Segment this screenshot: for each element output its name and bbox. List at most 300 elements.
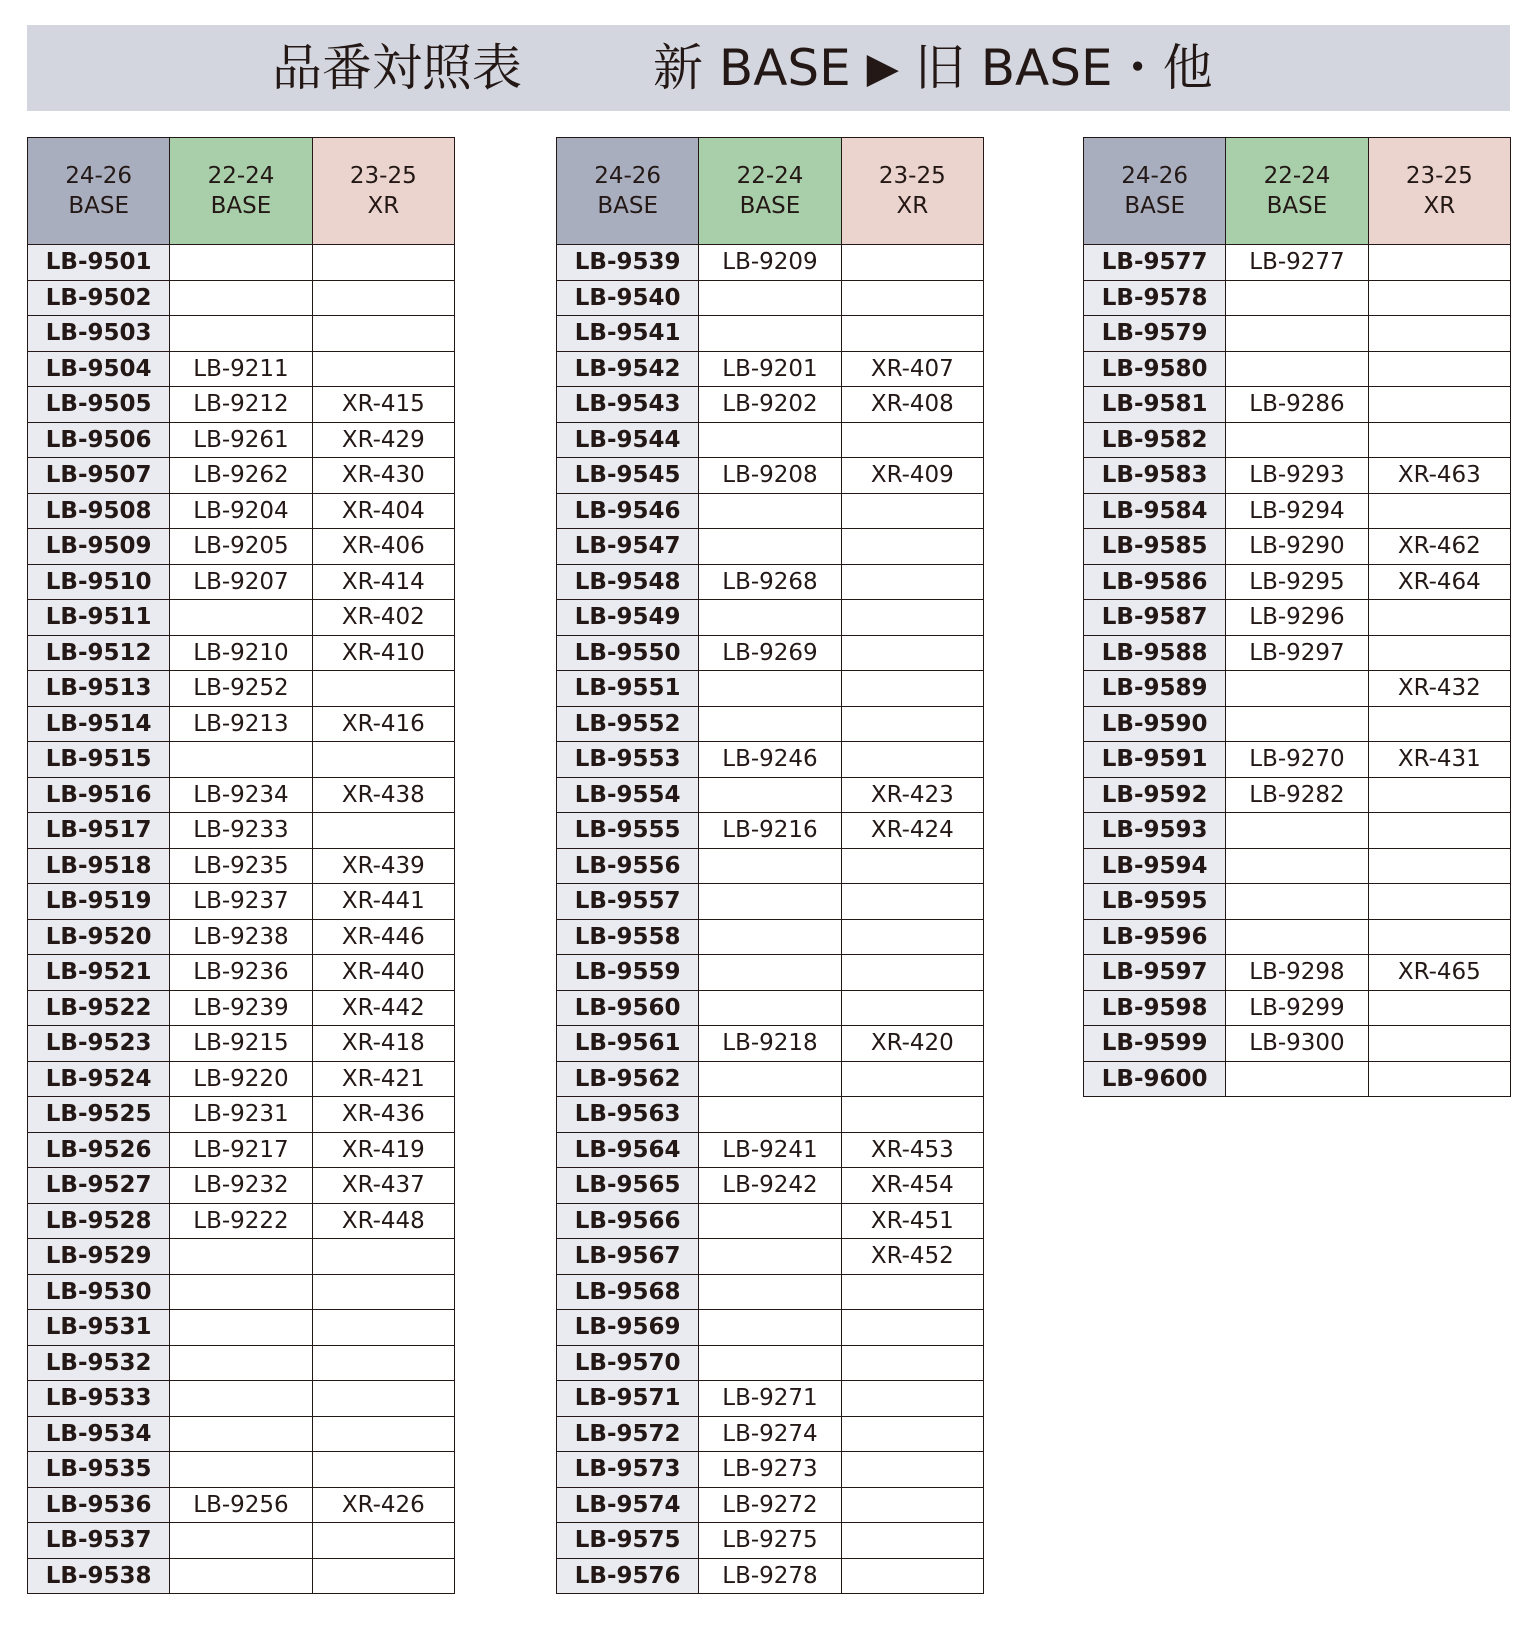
cell-xr [841,1381,983,1417]
header-old-base: 22-24 BASE [1226,138,1368,245]
cell-old-base: LB-9213 [170,706,312,742]
cell-old-base: LB-9271 [699,1381,841,1417]
table-row [557,316,984,352]
table-row [557,1416,984,1452]
cell-xr [841,919,983,955]
table-row [557,422,984,458]
cell-new-base: LB-9545 [557,458,699,494]
table-row [28,955,455,991]
cell-xr: XR-410 [312,635,454,671]
table-row [28,529,455,565]
cell-xr: XR-426 [312,1487,454,1523]
cell-new-base: LB-9575 [557,1523,699,1559]
cell-new-base: LB-9532 [28,1345,170,1381]
cell-xr [841,600,983,636]
cell-old-base [1226,671,1368,707]
cell-new-base: LB-9516 [28,777,170,813]
arrow-right-icon: ▶ [866,43,899,92]
table-row [28,1097,455,1133]
cell-old-base [699,493,841,529]
cell-new-base: LB-9503 [28,316,170,352]
cell-new-base: LB-9563 [557,1097,699,1133]
cell-old-base: LB-9218 [699,1026,841,1062]
cell-old-base [170,1558,312,1594]
table-row [557,1132,984,1168]
cell-new-base: LB-9571 [557,1381,699,1417]
table-row [557,671,984,707]
header-old-base: 22-24 BASE [170,138,312,245]
cell-old-base: LB-9209 [699,245,841,281]
table-row [557,742,984,778]
cell-xr: XR-416 [312,706,454,742]
cell-xr: XR-423 [841,777,983,813]
cell-xr [1368,316,1510,352]
table-row [1084,990,1511,1026]
table-row [557,600,984,636]
cell-new-base: LB-9552 [557,706,699,742]
cell-new-base: LB-9583 [1084,458,1226,494]
title-bar [27,25,1510,111]
table-row [557,1487,984,1523]
cell-new-base: LB-9581 [1084,387,1226,423]
cell-old-base: LB-9222 [170,1203,312,1239]
table-row [28,1168,455,1204]
cell-old-base: LB-9220 [170,1061,312,1097]
table-row [28,1203,455,1239]
cell-old-base [699,280,841,316]
cell-new-base: LB-9600 [1084,1061,1226,1097]
table-row [1084,884,1511,920]
cell-old-base [170,1523,312,1559]
table-row [28,1416,455,1452]
cell-old-base [699,1239,841,1275]
cell-xr [841,1523,983,1559]
cell-old-base: LB-9298 [1226,955,1368,991]
cell-new-base: LB-9542 [557,351,699,387]
cell-old-base: LB-9290 [1226,529,1368,565]
table-row [28,1310,455,1346]
cell-xr: XR-454 [841,1168,983,1204]
cell-old-base: LB-9282 [1226,777,1368,813]
cell-old-base: LB-9272 [699,1487,841,1523]
cell-new-base: LB-9506 [28,422,170,458]
cell-new-base: LB-9547 [557,529,699,565]
cell-new-base: LB-9594 [1084,848,1226,884]
cell-new-base: LB-9568 [557,1274,699,1310]
cell-new-base: LB-9572 [557,1416,699,1452]
cell-old-base [170,1239,312,1275]
table-row [557,1239,984,1275]
cell-xr [1368,884,1510,920]
cell-xr: XR-406 [312,529,454,565]
cell-old-base: LB-9270 [1226,742,1368,778]
cell-xr [841,1558,983,1594]
table-row [28,387,455,423]
table-row [1084,848,1511,884]
cell-old-base [170,1345,312,1381]
cell-xr: XR-438 [312,777,454,813]
cell-new-base: LB-9529 [28,1239,170,1275]
cell-xr [1368,777,1510,813]
cell-old-base: LB-9210 [170,635,312,671]
table-row [1084,529,1511,565]
table-row [28,1345,455,1381]
cell-new-base: LB-9582 [1084,422,1226,458]
cell-new-base: LB-9502 [28,280,170,316]
cell-old-base [1226,351,1368,387]
cell-xr [1368,600,1510,636]
table-row [1084,1061,1511,1097]
cell-new-base: LB-9518 [28,848,170,884]
header-new-base: 24-26 BASE [28,138,170,245]
cell-new-base: LB-9509 [28,529,170,565]
table-row [28,1026,455,1062]
table-row [1084,706,1511,742]
cell-new-base: LB-9591 [1084,742,1226,778]
cell-new-base: LB-9525 [28,1097,170,1133]
table-row [28,1061,455,1097]
cell-old-base [699,529,841,565]
cell-new-base: LB-9580 [1084,351,1226,387]
cell-xr [841,316,983,352]
cell-old-base [1226,422,1368,458]
cell-old-base: LB-9274 [699,1416,841,1452]
cell-new-base: LB-9570 [557,1345,699,1381]
cell-new-base: LB-9567 [557,1239,699,1275]
table-row [28,1452,455,1488]
cell-xr [841,1274,983,1310]
cell-new-base: LB-9538 [28,1558,170,1594]
cell-old-base: LB-9297 [1226,635,1368,671]
cell-old-base: LB-9215 [170,1026,312,1062]
cell-xr [1368,245,1510,281]
table-row [28,1239,455,1275]
header-xr: 23-25 XR [1368,138,1510,245]
cell-old-base: LB-9233 [170,813,312,849]
cell-old-base: LB-9278 [699,1558,841,1594]
table-row [28,564,455,600]
cell-old-base: LB-9261 [170,422,312,458]
table-row [28,422,455,458]
cell-old-base [170,1381,312,1417]
cell-xr [841,1416,983,1452]
cell-old-base: LB-9212 [170,387,312,423]
table-row [28,919,455,955]
table-row [28,1558,455,1594]
cell-new-base: LB-9528 [28,1203,170,1239]
cell-old-base: LB-9299 [1226,990,1368,1026]
cell-old-base [170,742,312,778]
cell-xr [1368,351,1510,387]
cell-xr [841,529,983,565]
table-row [1084,777,1511,813]
table-row [1084,600,1511,636]
cell-xr [841,493,983,529]
cell-old-base [1226,813,1368,849]
cell-new-base: LB-9507 [28,458,170,494]
table-row [557,1026,984,1062]
cell-new-base: LB-9574 [557,1487,699,1523]
cell-old-base: LB-9201 [699,351,841,387]
cell-old-base [170,1310,312,1346]
table-row [557,280,984,316]
cell-xr [841,990,983,1026]
table-row [28,990,455,1026]
table-row [557,1345,984,1381]
cell-old-base: LB-9208 [699,458,841,494]
cell-xr [1368,1026,1510,1062]
table-row [28,742,455,778]
cell-new-base: LB-9553 [557,742,699,778]
cell-xr [1368,813,1510,849]
table-row [557,245,984,281]
cell-old-base [170,316,312,352]
table-row [557,884,984,920]
cell-xr [841,1097,983,1133]
table-row [1084,458,1511,494]
table-row [557,529,984,565]
table-row [28,280,455,316]
header-xr: 23-25 XR [841,138,983,245]
cell-xr: XR-464 [1368,564,1510,600]
table-row [28,1487,455,1523]
cell-old-base [699,884,841,920]
table-row [28,1381,455,1417]
cell-xr: XR-440 [312,955,454,991]
cell-new-base: LB-9597 [1084,955,1226,991]
cell-xr [312,316,454,352]
cell-xr: XR-453 [841,1132,983,1168]
cell-old-base [170,1452,312,1488]
table-row [28,245,455,281]
cell-xr [841,1487,983,1523]
table-row [557,387,984,423]
cell-new-base: LB-9554 [557,777,699,813]
cell-new-base: LB-9558 [557,919,699,955]
cell-old-base: LB-9256 [170,1487,312,1523]
cell-old-base [699,671,841,707]
table-body [557,245,984,1594]
page-title: 品番対照表 [272,39,522,97]
cell-new-base: LB-9534 [28,1416,170,1452]
cell-old-base [699,990,841,1026]
cell-old-base [699,777,841,813]
table-row [1084,813,1511,849]
table-row [557,706,984,742]
cell-old-base: LB-9242 [699,1168,841,1204]
table-row [557,1274,984,1310]
table-row [1084,422,1511,458]
cell-xr: XR-441 [312,884,454,920]
cell-xr: XR-424 [841,813,983,849]
cell-new-base: LB-9515 [28,742,170,778]
cell-xr [312,1452,454,1488]
table-row [1084,316,1511,352]
cell-xr: XR-429 [312,422,454,458]
cell-old-base: LB-9269 [699,635,841,671]
table-header-row [1084,138,1511,245]
cell-old-base: LB-9268 [699,564,841,600]
cell-old-base [699,955,841,991]
table-row [557,813,984,849]
cell-new-base: LB-9598 [1084,990,1226,1026]
cell-xr [1368,990,1510,1026]
cell-xr: XR-432 [1368,671,1510,707]
cell-new-base: LB-9537 [28,1523,170,1559]
cell-old-base: LB-9252 [170,671,312,707]
table-row [28,1523,455,1559]
cell-xr: XR-414 [312,564,454,600]
cell-new-base: LB-9522 [28,990,170,1026]
cell-new-base: LB-9556 [557,848,699,884]
cell-old-base [699,1310,841,1346]
cell-xr: XR-446 [312,919,454,955]
cell-xr: XR-436 [312,1097,454,1133]
table-row [1084,955,1511,991]
reference-table-2 [556,137,984,1594]
cell-xr [1368,387,1510,423]
table-row [1084,919,1511,955]
table-row [557,990,984,1026]
cell-xr [841,884,983,920]
cell-old-base [699,1061,841,1097]
cell-new-base: LB-9593 [1084,813,1226,849]
cell-new-base: LB-9544 [557,422,699,458]
table-row [557,458,984,494]
cell-old-base: LB-9235 [170,848,312,884]
table-row [28,493,455,529]
reference-table-1 [27,137,455,1594]
cell-old-base: LB-9217 [170,1132,312,1168]
cell-xr [841,706,983,742]
subtitle-old-base: 旧 BASE・他 [914,39,1213,97]
cell-new-base: LB-9543 [557,387,699,423]
cell-new-base: LB-9546 [557,493,699,529]
cell-xr: XR-462 [1368,529,1510,565]
cell-old-base [1226,280,1368,316]
cell-xr [312,280,454,316]
cell-xr [312,1274,454,1310]
cell-old-base [699,316,841,352]
cell-new-base: LB-9588 [1084,635,1226,671]
cell-old-base: LB-9296 [1226,600,1368,636]
cell-old-base [1226,884,1368,920]
cell-new-base: LB-9510 [28,564,170,600]
table-body [1084,245,1511,1097]
cell-new-base: LB-9596 [1084,919,1226,955]
cell-xr [312,1558,454,1594]
table-row [557,848,984,884]
cell-xr [1368,280,1510,316]
table-row [28,777,455,813]
cell-old-base: LB-9246 [699,742,841,778]
cell-old-base [1226,848,1368,884]
cell-xr [841,955,983,991]
cell-xr: XR-463 [1368,458,1510,494]
cell-xr [312,245,454,281]
cell-old-base [699,706,841,742]
table-row [28,458,455,494]
table-row [28,706,455,742]
cell-new-base: LB-9514 [28,706,170,742]
cell-new-base: LB-9527 [28,1168,170,1204]
cell-old-base: LB-9238 [170,919,312,955]
cell-xr: XR-431 [1368,742,1510,778]
cell-new-base: LB-9531 [28,1310,170,1346]
cell-new-base: LB-9585 [1084,529,1226,565]
table-row [557,919,984,955]
cell-old-base [699,1345,841,1381]
subtitle-new-base: 新 BASE [653,39,851,97]
table-row [28,1132,455,1168]
cell-new-base: LB-9533 [28,1381,170,1417]
cell-xr [312,1381,454,1417]
cell-new-base: LB-9541 [557,316,699,352]
cell-old-base: LB-9204 [170,493,312,529]
cell-old-base [170,280,312,316]
cell-new-base: LB-9504 [28,351,170,387]
table-row [557,635,984,671]
cell-xr [312,1523,454,1559]
table-row [28,1274,455,1310]
cell-old-base [699,1203,841,1239]
table-row [1084,742,1511,778]
cell-new-base: LB-9577 [1084,245,1226,281]
cell-old-base [699,919,841,955]
cell-xr: XR-407 [841,351,983,387]
cell-old-base: LB-9236 [170,955,312,991]
cell-new-base: LB-9579 [1084,316,1226,352]
cell-new-base: LB-9551 [557,671,699,707]
cell-xr [312,1310,454,1346]
cell-new-base: LB-9560 [557,990,699,1026]
table-row [557,564,984,600]
cell-new-base: LB-9555 [557,813,699,849]
table-row [1084,280,1511,316]
header-xr: 23-25 XR [312,138,454,245]
cell-xr: XR-420 [841,1026,983,1062]
table-row [1084,671,1511,707]
cell-old-base [170,1274,312,1310]
cell-new-base: LB-9523 [28,1026,170,1062]
cell-xr [1368,1061,1510,1097]
table-row [1084,387,1511,423]
cell-old-base: LB-9239 [170,990,312,1026]
cell-new-base: LB-9578 [1084,280,1226,316]
table-row [557,1523,984,1559]
cell-old-base [699,1097,841,1133]
cell-xr: XR-451 [841,1203,983,1239]
cell-xr [841,671,983,707]
cell-old-base [1226,919,1368,955]
cell-old-base: LB-9295 [1226,564,1368,600]
cell-old-base: LB-9202 [699,387,841,423]
cell-new-base: LB-9501 [28,245,170,281]
table-row [28,635,455,671]
cell-xr [1368,493,1510,529]
cell-xr [841,848,983,884]
cell-new-base: LB-9520 [28,919,170,955]
cell-new-base: LB-9569 [557,1310,699,1346]
cell-xr [841,1452,983,1488]
table-row [28,600,455,636]
cell-new-base: LB-9586 [1084,564,1226,600]
cell-xr: XR-418 [312,1026,454,1062]
cell-new-base: LB-9548 [557,564,699,600]
table-row [28,351,455,387]
cell-new-base: LB-9599 [1084,1026,1226,1062]
cell-xr [312,742,454,778]
